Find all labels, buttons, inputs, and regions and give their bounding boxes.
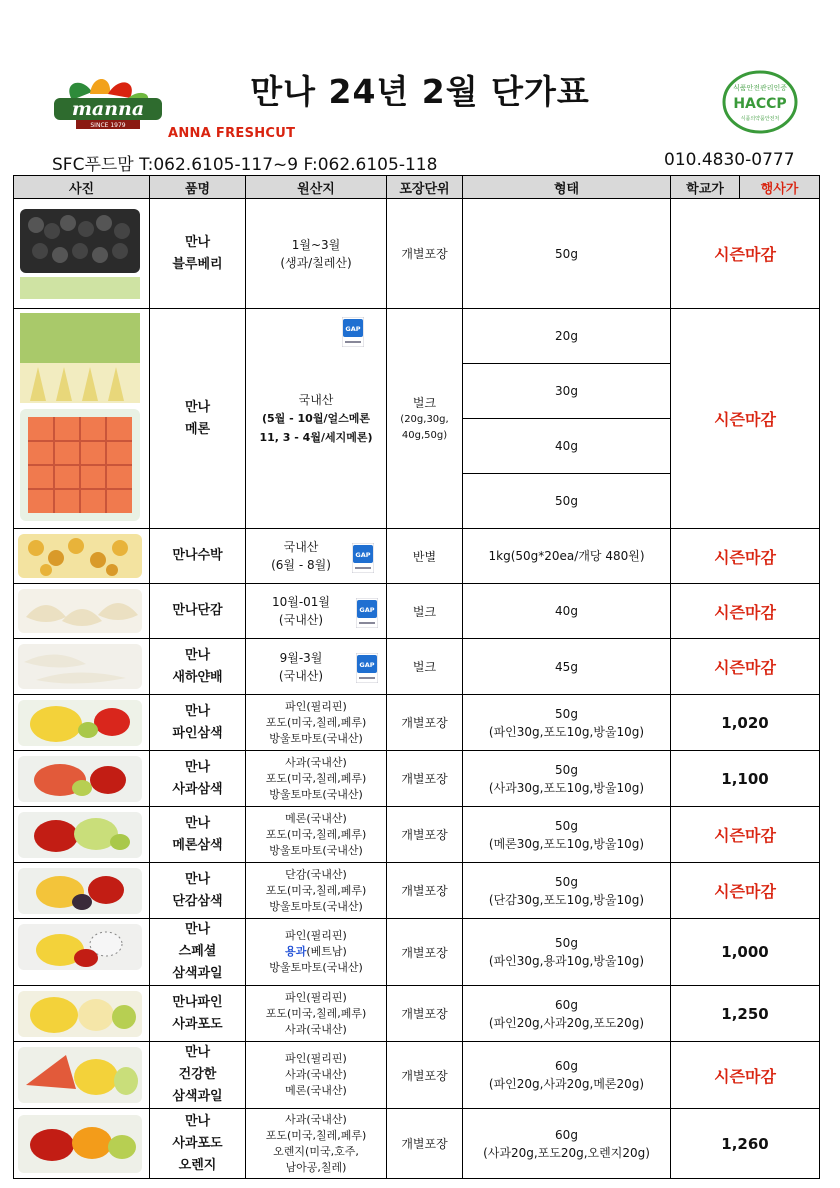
product-photo [14, 639, 150, 695]
product-photo [14, 863, 150, 919]
product-pack: 벌크 (20g,30g, 40g,50g) [387, 309, 463, 529]
product-pack: 개별포장 [387, 199, 463, 309]
svg-text:GAP: GAP [355, 551, 371, 559]
product-pack: 개별포장 [387, 863, 463, 919]
table-header-row [14, 176, 820, 199]
pine-apple-grape-photo [16, 989, 144, 1039]
gap-certification-icon [356, 653, 378, 683]
product-form: 60g (파인20g,사과20g,메론20g) [463, 1042, 671, 1109]
svg-text:GAP: GAP [345, 325, 361, 333]
product-name: 만나수박 [150, 529, 246, 584]
contact-info: SFC푸드맘 T:062.6105-117~9 F:062.6105-118 [52, 155, 438, 175]
product-pack: 개별포장 [387, 1042, 463, 1109]
blueberry-photo [16, 205, 144, 301]
product-form: 20g [463, 309, 671, 364]
product-photo [14, 751, 150, 807]
product-price: 시즌마감 [671, 807, 820, 863]
product-photo [14, 199, 150, 309]
table-row [14, 919, 820, 986]
product-price: 시즌마감 [671, 529, 820, 584]
product-origin: 파인(필리핀) 포도(미국,칠레,페루) 방울토마토(국내산) [246, 695, 387, 751]
product-price: 시즌마감 [671, 309, 820, 529]
product-form: 50g (파인30g,포도10g,방울10g) [463, 695, 671, 751]
product-pack: 개별포장 [387, 695, 463, 751]
header-name: 품명 [150, 176, 246, 199]
product-form: 30g [463, 364, 671, 419]
product-name: 만나 메론 [150, 309, 246, 529]
product-name: 만나 단감삼색 [150, 863, 246, 919]
table-row [14, 751, 820, 807]
watermelon-photo [16, 532, 144, 580]
apple-mix-photo [16, 754, 144, 804]
product-form: 50g [463, 199, 671, 309]
product-origin: 단감(국내산) 포도(미국,칠레,페루) 방울토마토(국내산) [246, 863, 387, 919]
product-photo [14, 807, 150, 863]
special-mix-photo [16, 922, 144, 972]
product-origin: 파인(필리핀) 포도(미국,칠레,페루) 사과(국내산) [246, 986, 387, 1042]
product-form: 50g (사과30g,포도10g,방울10g) [463, 751, 671, 807]
product-name: 만나 블루베리 [150, 199, 246, 309]
product-name: 만나 건강한 삼색과일 [150, 1042, 246, 1109]
product-form: 1kg(50g*20ea/개당 480원) [463, 529, 671, 584]
product-origin: 사과(국내산) 포도(미국,칠레,페루) 방울토마토(국내산) [246, 751, 387, 807]
product-price: 시즌마감 [671, 199, 820, 309]
svg-text:GAP: GAP [359, 606, 375, 614]
table-row [14, 807, 820, 863]
product-price: 1,250 [671, 986, 820, 1042]
product-pack: 개별포장 [387, 986, 463, 1042]
haccp-badge [722, 70, 798, 134]
pear-photo [16, 642, 144, 691]
persimmon-mix-photo [16, 866, 144, 916]
header-origin: 원산지 [246, 176, 387, 199]
gap-certification-icon [352, 543, 374, 573]
page-title: 만나 24년 2월 단가표 [250, 72, 590, 111]
product-pack: 개별포장 [387, 807, 463, 863]
table-row [14, 695, 820, 751]
product-origin: 파인(필리핀) 사과(국내산) 메론(국내산) [246, 1042, 387, 1109]
product-name: 만나 파인삼색 [150, 695, 246, 751]
product-name: 만나단감 [150, 584, 246, 639]
product-pack: 반별 [387, 529, 463, 584]
product-price: 시즌마감 [671, 584, 820, 639]
product-origin: GAP 9월-3월 (국내산) [246, 639, 387, 695]
product-form: 50g (메론30g,포도10g,방울10g) [463, 807, 671, 863]
product-photo [14, 919, 150, 986]
svg-text:HACCP: HACCP [733, 96, 787, 112]
product-form: 60g (사과20g,포도20g,오렌지20g) [463, 1109, 671, 1179]
product-origin: GAP 10월-01월 (국내산) [246, 584, 387, 639]
header-photo: 사진 [14, 176, 150, 199]
product-price: 시즌마감 [671, 863, 820, 919]
pine-mix-photo [16, 698, 144, 748]
product-origin: 파인(필리핀) 용과(베트남) 방울토마토(국내산) [246, 919, 387, 986]
product-photo [14, 309, 150, 529]
product-name: 만나 새하얀배 [150, 639, 246, 695]
product-origin: 1월~3월 (생과/칠레산) [246, 199, 387, 309]
table-row [14, 639, 820, 695]
product-name: 만나 스페셜 삼색과일 [150, 919, 246, 986]
product-form: 50g [463, 474, 671, 529]
product-origin: 메론(국내산) 포도(미국,칠레,페루) 방울토마토(국내산) [246, 807, 387, 863]
product-form: 60g (파인20g,사과20g,포도20g) [463, 986, 671, 1042]
product-photo [14, 1109, 150, 1179]
header-pack: 포장단위 [387, 176, 463, 199]
gap-certification-icon [356, 598, 378, 628]
product-origin: GAP 국내산 (6월 - 8월) [246, 529, 387, 584]
product-photo [14, 1042, 150, 1109]
logo-subtitle: ANNA FRESHCUT [168, 126, 296, 141]
product-name: 만나 사과삼색 [150, 751, 246, 807]
product-photo [14, 986, 150, 1042]
table-row [14, 1042, 820, 1109]
product-pack: 벌크 [387, 584, 463, 639]
table-row [14, 199, 820, 309]
product-form: 45g [463, 639, 671, 695]
price-table [13, 175, 820, 1179]
svg-text:GAP: GAP [359, 661, 375, 669]
table-row [14, 584, 820, 639]
product-origin: GAP 국내산 (5월 - 10월/얼스메론 11, 3 - 4월/세지메론) [246, 309, 387, 529]
product-price: 1,260 [671, 1109, 820, 1179]
product-pack: 개별포장 [387, 751, 463, 807]
product-form: 40g [463, 419, 671, 474]
table-row [14, 986, 820, 1042]
table-row [14, 309, 820, 364]
product-photo [14, 695, 150, 751]
header-event-price: 행사가 [740, 176, 820, 199]
product-price: 1,020 [671, 695, 820, 751]
healthy-mix-photo [16, 1045, 144, 1105]
melon-mix-photo [16, 810, 144, 860]
product-price: 시즌마감 [671, 1042, 820, 1109]
table-row [14, 863, 820, 919]
product-price: 1,000 [671, 919, 820, 986]
product-form: 40g [463, 584, 671, 639]
persimmon-photo [16, 587, 144, 635]
svg-text:manna: manna [71, 98, 145, 120]
product-pack: 벌크 [387, 639, 463, 695]
product-pack: 개별포장 [387, 919, 463, 986]
product-form: 50g (파인30g,용과10g,방울10g) [463, 919, 671, 986]
product-price: 시즌마감 [671, 639, 820, 695]
product-price: 1,100 [671, 751, 820, 807]
table-row [14, 1109, 820, 1179]
product-origin: 사과(국내산) 포도(미국,칠레,페루) 오렌지(미국,호주, 남아공,칠레) [246, 1109, 387, 1179]
product-name: 만나 사과포도 오렌지 [150, 1109, 246, 1179]
header-form: 형태 [463, 176, 671, 199]
product-name: 만나 메론삼색 [150, 807, 246, 863]
melon-photo [16, 313, 144, 525]
table-row [14, 529, 820, 584]
product-photo [14, 584, 150, 639]
product-pack: 개별포장 [387, 1109, 463, 1179]
header-school-price: 학교가 [671, 176, 740, 199]
phone-number: 010.4830-0777 [664, 150, 795, 170]
product-photo [14, 529, 150, 584]
svg-text:SINCE 1979: SINCE 1979 [90, 122, 126, 129]
apple-grape-orange-photo [16, 1113, 144, 1175]
svg-text:식품의약품안전처: 식품의약품안전처 [740, 116, 780, 122]
product-name: 만나파인 사과포도 [150, 986, 246, 1042]
svg-text:식품안전관리인증: 식품안전관리인증 [732, 84, 788, 92]
gap-certification-icon [342, 317, 364, 347]
product-form: 50g (단감30g,포도10g,방울10g) [463, 863, 671, 919]
